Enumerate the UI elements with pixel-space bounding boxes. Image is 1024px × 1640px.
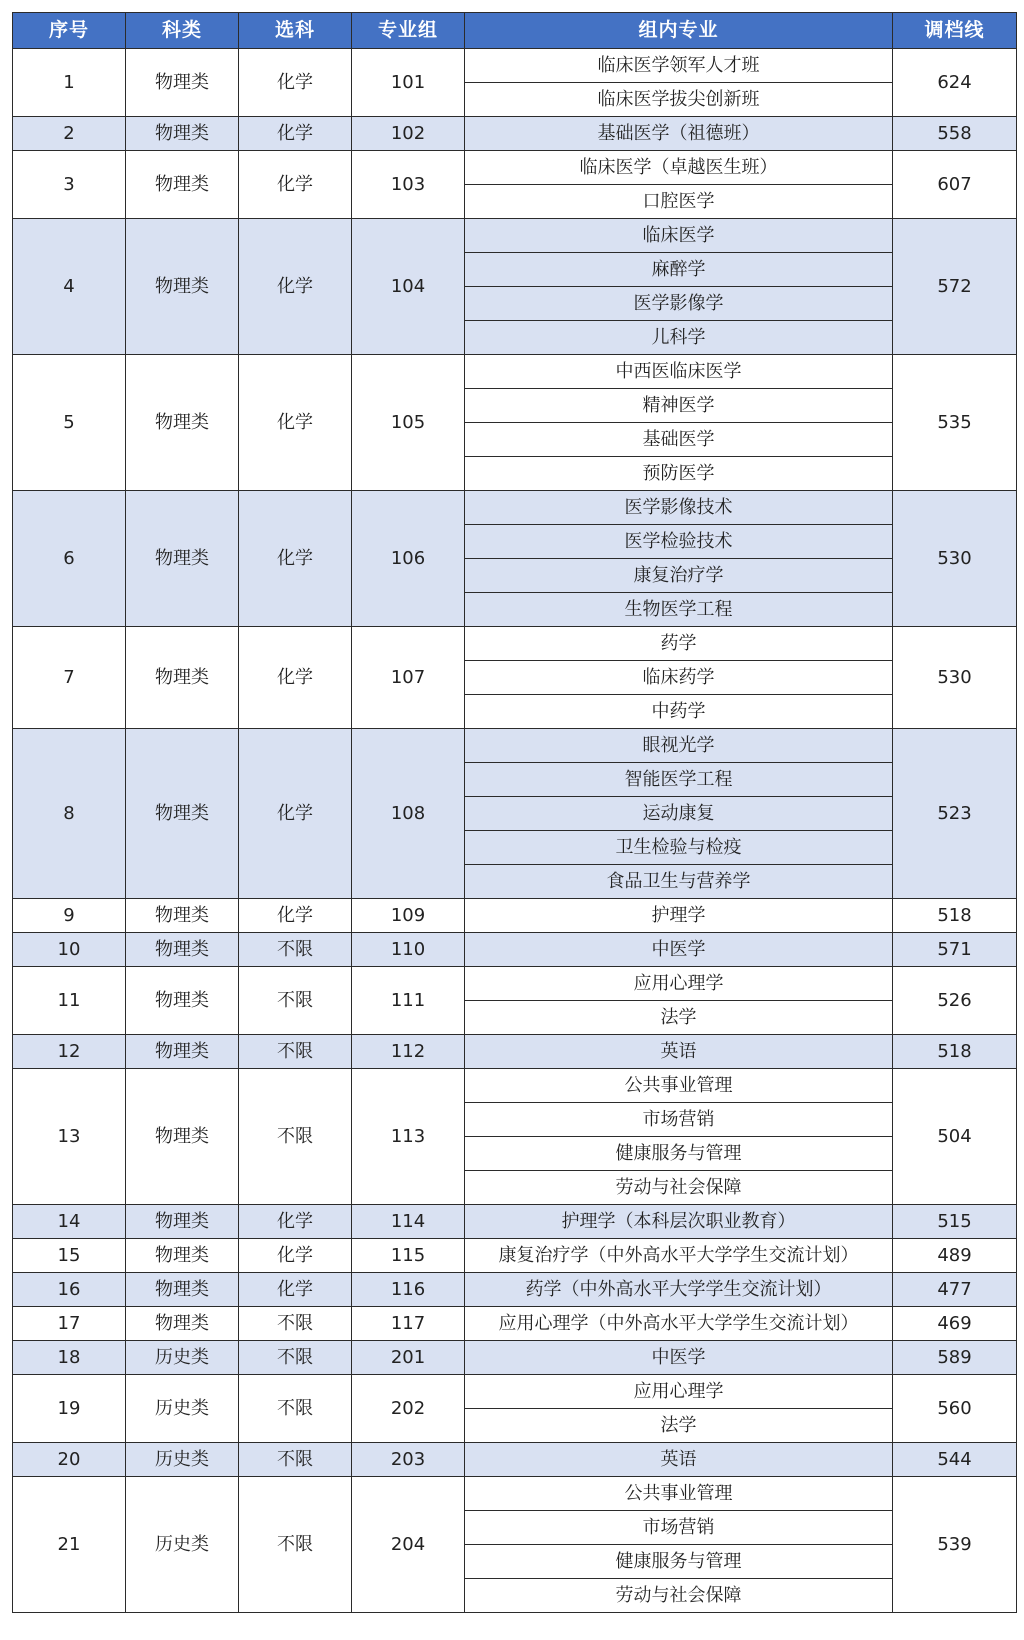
subject-cell: 不限 — [239, 1035, 352, 1069]
major-cell: 医学影像学 — [465, 287, 893, 321]
category-cell: 物理类 — [126, 491, 239, 627]
index-cell: 21 — [13, 1477, 126, 1613]
table-row — [13, 899, 1017, 933]
header-major-group: 专业组 — [352, 13, 465, 49]
major-group-cell: 107 — [352, 627, 465, 729]
subject-cell: 化学 — [239, 219, 352, 355]
table-row — [13, 933, 1017, 967]
major-cell: 英语 — [465, 1035, 893, 1069]
major-cell: 应用心理学 — [465, 967, 893, 1001]
subject-cell: 化学 — [239, 627, 352, 729]
major-group-cell: 202 — [352, 1375, 465, 1443]
index-cell: 2 — [13, 117, 126, 151]
major-cell: 康复治疗学（中外高水平大学学生交流计划） — [465, 1239, 893, 1273]
admission-score-table — [12, 12, 1017, 1613]
major-cell: 英语 — [465, 1443, 893, 1477]
category-cell: 历史类 — [126, 1443, 239, 1477]
index-cell: 11 — [13, 967, 126, 1035]
category-cell: 物理类 — [126, 117, 239, 151]
cutoff-score-cell: 504 — [893, 1069, 1017, 1205]
major-cell: 预防医学 — [465, 457, 893, 491]
subject-cell: 不限 — [239, 1375, 352, 1443]
major-cell: 中医学 — [465, 1341, 893, 1375]
index-cell: 4 — [13, 219, 126, 355]
major-cell: 临床医学拔尖创新班 — [465, 83, 893, 117]
major-cell: 运动康复 — [465, 797, 893, 831]
header-majors: 组内专业 — [465, 13, 893, 49]
category-cell: 物理类 — [126, 1239, 239, 1273]
index-cell: 7 — [13, 627, 126, 729]
index-cell: 19 — [13, 1375, 126, 1443]
major-cell: 劳动与社会保障 — [465, 1171, 893, 1205]
header-cutoff-score: 调档线 — [893, 13, 1017, 49]
cutoff-score-cell: 526 — [893, 967, 1017, 1035]
major-group-cell: 110 — [352, 933, 465, 967]
table-body — [13, 49, 1017, 1613]
major-cell: 公共事业管理 — [465, 1477, 893, 1511]
major-group-cell: 103 — [352, 151, 465, 219]
major-cell: 卫生检验与检疫 — [465, 831, 893, 865]
subject-cell: 不限 — [239, 1443, 352, 1477]
index-cell: 1 — [13, 49, 126, 117]
table-row — [13, 967, 1017, 1001]
table-row — [13, 627, 1017, 661]
major-cell: 临床医学领军人才班 — [465, 49, 893, 83]
table-row — [13, 1069, 1017, 1103]
major-cell: 劳动与社会保障 — [465, 1579, 893, 1613]
category-cell: 历史类 — [126, 1375, 239, 1443]
table-header-row — [13, 13, 1017, 49]
cutoff-score-cell: 489 — [893, 1239, 1017, 1273]
major-group-cell: 104 — [352, 219, 465, 355]
admission-score-table-container — [12, 12, 1016, 1613]
major-group-cell: 101 — [352, 49, 465, 117]
table-row — [13, 491, 1017, 525]
major-cell: 医学检验技术 — [465, 525, 893, 559]
subject-cell: 不限 — [239, 1477, 352, 1613]
major-cell: 应用心理学（中外高水平大学学生交流计划） — [465, 1307, 893, 1341]
table-row — [13, 219, 1017, 253]
subject-cell: 不限 — [239, 967, 352, 1035]
major-cell: 药学（中外高水平大学学生交流计划） — [465, 1273, 893, 1307]
cutoff-score-cell: 469 — [893, 1307, 1017, 1341]
cutoff-score-cell: 589 — [893, 1341, 1017, 1375]
category-cell: 物理类 — [126, 899, 239, 933]
table-row — [13, 729, 1017, 763]
major-group-cell: 105 — [352, 355, 465, 491]
header-category: 科类 — [126, 13, 239, 49]
table-row — [13, 151, 1017, 185]
table-row — [13, 1341, 1017, 1375]
header-index: 序号 — [13, 13, 126, 49]
table-row — [13, 1205, 1017, 1239]
cutoff-score-cell: 572 — [893, 219, 1017, 355]
major-group-cell: 201 — [352, 1341, 465, 1375]
table-row — [13, 117, 1017, 151]
cutoff-score-cell: 515 — [893, 1205, 1017, 1239]
subject-cell: 化学 — [239, 729, 352, 899]
major-cell: 健康服务与管理 — [465, 1545, 893, 1579]
major-cell: 康复治疗学 — [465, 559, 893, 593]
major-group-cell: 106 — [352, 491, 465, 627]
table-row — [13, 1035, 1017, 1069]
cutoff-score-cell: 558 — [893, 117, 1017, 151]
table-row — [13, 1273, 1017, 1307]
index-cell: 9 — [13, 899, 126, 933]
category-cell: 物理类 — [126, 151, 239, 219]
cutoff-score-cell: 607 — [893, 151, 1017, 219]
subject-cell: 化学 — [239, 49, 352, 117]
subject-cell: 化学 — [239, 1205, 352, 1239]
major-group-cell: 102 — [352, 117, 465, 151]
table-row — [13, 49, 1017, 83]
major-group-cell: 113 — [352, 1069, 465, 1205]
index-cell: 10 — [13, 933, 126, 967]
major-cell: 临床医学 — [465, 219, 893, 253]
category-cell: 物理类 — [126, 627, 239, 729]
major-cell: 护理学 — [465, 899, 893, 933]
index-cell: 18 — [13, 1341, 126, 1375]
major-group-cell: 116 — [352, 1273, 465, 1307]
major-cell: 护理学（本科层次职业教育） — [465, 1205, 893, 1239]
subject-cell: 化学 — [239, 899, 352, 933]
major-cell: 食品卫生与营养学 — [465, 865, 893, 899]
index-cell: 20 — [13, 1443, 126, 1477]
major-group-cell: 108 — [352, 729, 465, 899]
category-cell: 物理类 — [126, 1273, 239, 1307]
major-cell: 基础医学 — [465, 423, 893, 457]
category-cell: 物理类 — [126, 967, 239, 1035]
major-cell: 精神医学 — [465, 389, 893, 423]
major-cell: 临床医学（卓越医生班） — [465, 151, 893, 185]
major-cell: 麻醉学 — [465, 253, 893, 287]
index-cell: 14 — [13, 1205, 126, 1239]
index-cell: 16 — [13, 1273, 126, 1307]
cutoff-score-cell: 539 — [893, 1477, 1017, 1613]
major-group-cell: 203 — [352, 1443, 465, 1477]
subject-cell: 化学 — [239, 1273, 352, 1307]
category-cell: 物理类 — [126, 1069, 239, 1205]
index-cell: 6 — [13, 491, 126, 627]
major-cell: 公共事业管理 — [465, 1069, 893, 1103]
table-row — [13, 1443, 1017, 1477]
subject-cell: 不限 — [239, 1341, 352, 1375]
table-row — [13, 1307, 1017, 1341]
index-cell: 5 — [13, 355, 126, 491]
index-cell: 3 — [13, 151, 126, 219]
cutoff-score-cell: 477 — [893, 1273, 1017, 1307]
major-cell: 中医学 — [465, 933, 893, 967]
cutoff-score-cell: 544 — [893, 1443, 1017, 1477]
category-cell: 物理类 — [126, 1035, 239, 1069]
category-cell: 物理类 — [126, 933, 239, 967]
major-cell: 基础医学（祖德班） — [465, 117, 893, 151]
subject-cell: 不限 — [239, 933, 352, 967]
cutoff-score-cell: 523 — [893, 729, 1017, 899]
category-cell: 物理类 — [126, 219, 239, 355]
category-cell: 物理类 — [126, 729, 239, 899]
major-cell: 儿科学 — [465, 321, 893, 355]
subject-cell: 不限 — [239, 1069, 352, 1205]
major-cell: 应用心理学 — [465, 1375, 893, 1409]
table-row — [13, 1239, 1017, 1273]
major-cell: 法学 — [465, 1409, 893, 1443]
index-cell: 13 — [13, 1069, 126, 1205]
major-cell: 智能医学工程 — [465, 763, 893, 797]
cutoff-score-cell: 535 — [893, 355, 1017, 491]
cutoff-score-cell: 571 — [893, 933, 1017, 967]
subject-cell: 化学 — [239, 1239, 352, 1273]
table-row — [13, 355, 1017, 389]
index-cell: 17 — [13, 1307, 126, 1341]
major-cell: 临床药学 — [465, 661, 893, 695]
major-cell: 健康服务与管理 — [465, 1137, 893, 1171]
subject-cell: 化学 — [239, 151, 352, 219]
cutoff-score-cell: 530 — [893, 627, 1017, 729]
cutoff-score-cell: 530 — [893, 491, 1017, 627]
subject-cell: 化学 — [239, 355, 352, 491]
table-row — [13, 1375, 1017, 1409]
index-cell: 8 — [13, 729, 126, 899]
index-cell: 15 — [13, 1239, 126, 1273]
cutoff-score-cell: 518 — [893, 1035, 1017, 1069]
major-cell: 中西医临床医学 — [465, 355, 893, 389]
subject-cell: 不限 — [239, 1307, 352, 1341]
category-cell: 物理类 — [126, 1205, 239, 1239]
table-row — [13, 1477, 1017, 1511]
major-group-cell: 204 — [352, 1477, 465, 1613]
category-cell: 物理类 — [126, 355, 239, 491]
category-cell: 物理类 — [126, 1307, 239, 1341]
major-group-cell: 112 — [352, 1035, 465, 1069]
major-cell: 口腔医学 — [465, 185, 893, 219]
cutoff-score-cell: 624 — [893, 49, 1017, 117]
major-group-cell: 117 — [352, 1307, 465, 1341]
major-cell: 眼视光学 — [465, 729, 893, 763]
major-cell: 中药学 — [465, 695, 893, 729]
major-cell: 医学影像技术 — [465, 491, 893, 525]
major-cell: 药学 — [465, 627, 893, 661]
category-cell: 物理类 — [126, 49, 239, 117]
major-cell: 市场营销 — [465, 1103, 893, 1137]
subject-cell: 化学 — [239, 491, 352, 627]
category-cell: 历史类 — [126, 1477, 239, 1613]
major-group-cell: 115 — [352, 1239, 465, 1273]
cutoff-score-cell: 518 — [893, 899, 1017, 933]
major-group-cell: 109 — [352, 899, 465, 933]
major-group-cell: 111 — [352, 967, 465, 1035]
cutoff-score-cell: 560 — [893, 1375, 1017, 1443]
category-cell: 历史类 — [126, 1341, 239, 1375]
major-cell: 法学 — [465, 1001, 893, 1035]
major-group-cell: 114 — [352, 1205, 465, 1239]
major-cell: 生物医学工程 — [465, 593, 893, 627]
index-cell: 12 — [13, 1035, 126, 1069]
major-cell: 市场营销 — [465, 1511, 893, 1545]
subject-cell: 化学 — [239, 117, 352, 151]
header-subject: 选科 — [239, 13, 352, 49]
